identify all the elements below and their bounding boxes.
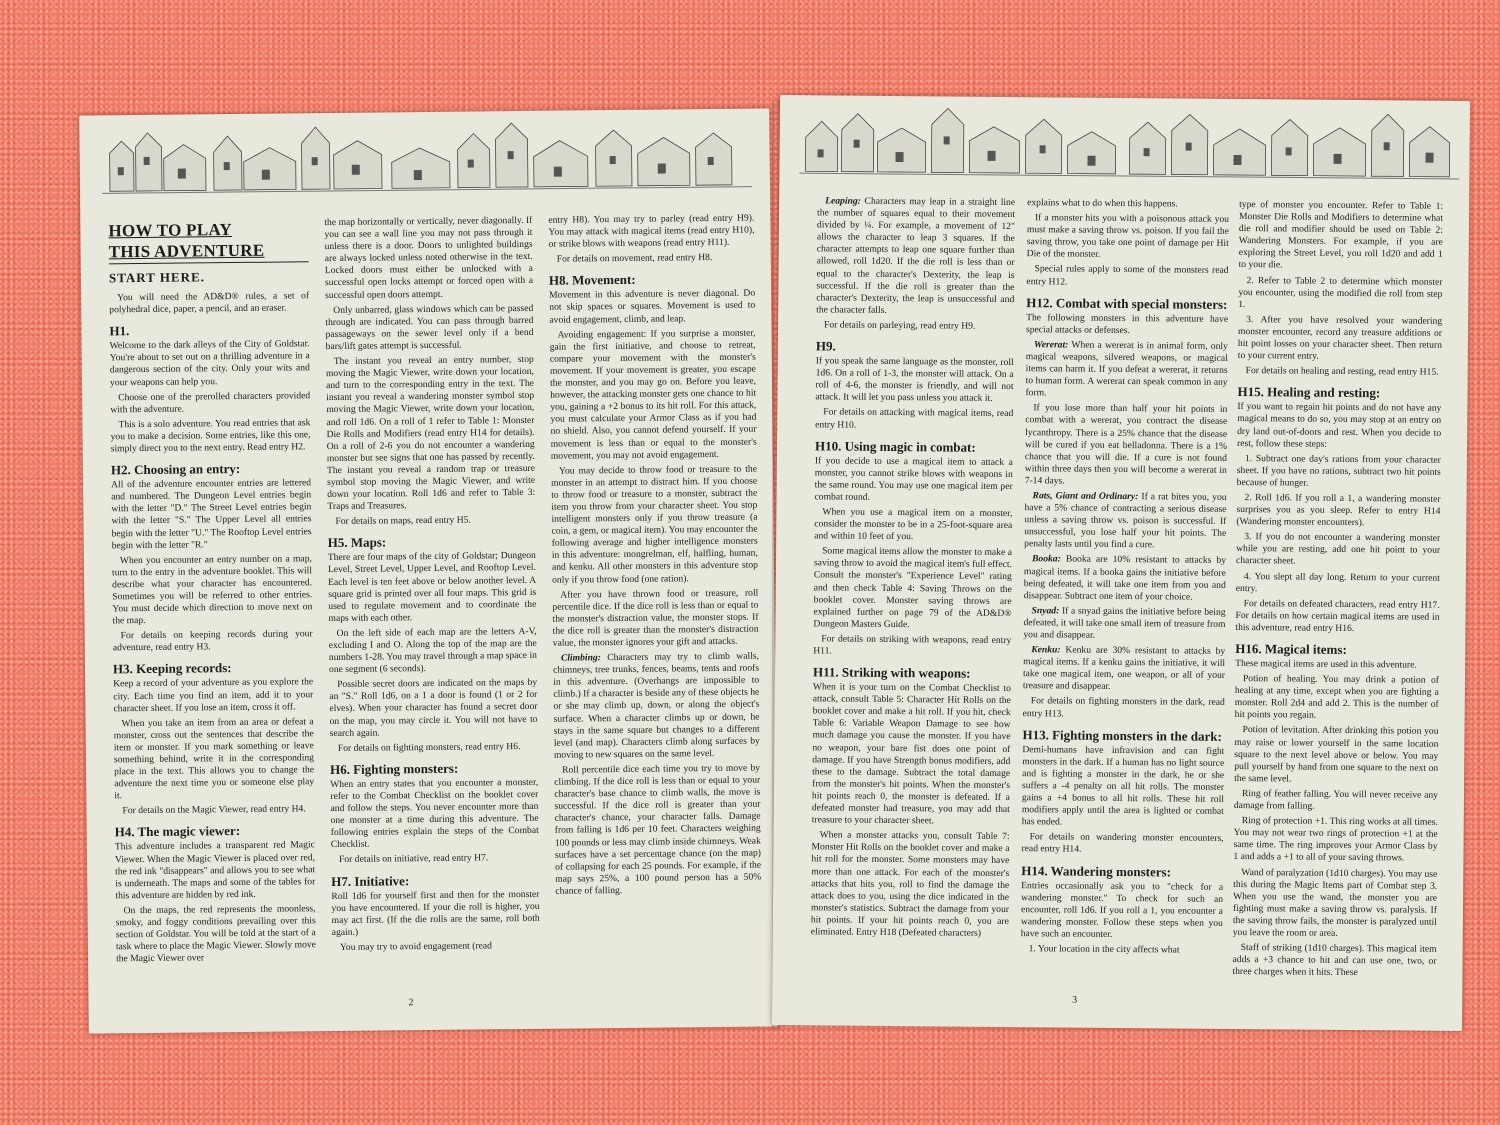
- h1-paragraph-2: Choose one of the prerolled characters provided with the adventure.: [110, 389, 311, 416]
- h15-step-2: 2. Roll 1d6. If you roll a 1, a wandering monster surprises you as you sleep. Refer to entry H14 (Wandering monster encounters).: [1236, 492, 1441, 529]
- climbing-heading: Climbing:: [560, 652, 601, 664]
- wand-paralyzation-paragraph: Wand of paralyzation (1d10 charges). You may use this during the Magic Items part of Combat step 3. When you use the wand, the monster you are fighting must make a saving throw vs. paralysis. If the saving throw fails, the monster is paralyzed until you leave the room or area.: [1232, 866, 1438, 939]
- h8-heading: H8. Movement:: [548, 272, 636, 289]
- h15-step-1: 1. Subtract one day's rations from your character sheet. If you have no rations, subtract two hit points because of hunger.: [1236, 452, 1441, 489]
- page-title-line-2: THIS ADVENTURE: [108, 240, 265, 262]
- wererat-paragraph-2: If you lose more than half your hit points in combat with a wererat, you contract the disease lycanthropy. There is a 25% chance that the disease will be cured if you eat belladonna. There is a 1% chance that you will die. If a cure is not found within three days then you will become a wererat in 7-14 days.: [1024, 402, 1228, 487]
- page-number-right: 3: [1072, 994, 1078, 1006]
- column2-paragraph-2: Only unbarred, glass windows which can be passed through are indicated. You can pass through barred passageways on the sewer level only if a bend bars/lift gates attempt is successful.: [325, 302, 534, 353]
- h15-step-3: 3. If you do not encounter a wandering monster while you are resting, add one hit point to your character sheet.: [1235, 531, 1441, 567]
- h7-paragraph-2: You may try to avoid engagement (read: [339, 940, 492, 953]
- right-column3-paragraph-2: 2. Refer to Table 2 to determine which monster you encounter, using the modified die roll from step 1.: [1238, 274, 1443, 310]
- h13-text: Demi-humans have infravision and can fight monsters in the dark. If a human has no light source and is fighting a monster in the dark, he or she suffers a -4 penalty on all hit rolls. The monster gains a +4 bonus to all hit rolls. These hit roll modifiers apply until the area is lighted or combat has ended.: [1021, 743, 1225, 828]
- kenku-text: Kenku are 30% resistant to attacks by magical items. If a kenku gains the initiative, it will take one magical item, one weapon, or all of your treasure and disappear.: [1022, 644, 1226, 693]
- h10-paragraph-3: Some magical items allow the monster to make a saving throw to avoid the magical item's full effect. Consult the monster's "Experience Level" rating and then check Table 4: Saving Throws on the booklet cover. Monster saving throws are explained further on page 79 of the AD&D® Dungeon Masters Guide.: [813, 545, 1013, 630]
- left-column-1: [108, 217, 316, 968]
- column3-paragraph-1: entry H8). You may try to parley (read entry H9). You may attack with magical items (read entry H10), or strike blows with weapons (read entry H11).: [548, 212, 755, 250]
- right-column2-paragraph-3: Special rules apply to some of the monsters read entry H12.: [1026, 263, 1229, 288]
- right-column2-paragraph-2: If a monster hits you with a poisonous attack you must make a saving throw vs. poison. If you fail the saving throw, you take one point of damage per Hit Die of the monster.: [1026, 212, 1230, 261]
- h14-heading: H14. Wandering monsters:: [1021, 862, 1172, 879]
- h8-text: Movement in this adventure is never diagonal. Do not skip spaces or squares. Movement is used to avoid engagement, climb, and leap.: [549, 287, 756, 326]
- column2-paragraph-1: the map horizontally or vertically, never diagonally. If you can see a wall line you may not pass through it unless there is a door. Doors to unlighted buildings are always locked unless noted otherwise in the text. Locked doors must either be unlocked with a successful open locks attempt or forced open with a successful open doors attempt.: [324, 214, 534, 301]
- h7-text: Roll 1d6 for yourself first and then for the monster you have encountered. If your die roll is higher, you may act first. (If the die rolls are the same, roll both again.): [331, 888, 540, 938]
- page-number-left: 2: [408, 997, 414, 1009]
- wererat-text: When a wererat is in animal form, only magical weapons, silvered weapons, or magical items can harm it. If you defeat a wererat, it returns to human form. A wererat can speak common in any form.: [1025, 339, 1228, 399]
- h5-paragraph-2: On the left side of each map are the letters A-V, excluding I and O. Along the top of the map are the numbers 1-28. You may travel through a map space in one segment (6 seconds).: [328, 625, 537, 676]
- right-column3-paragraph-1: type of monster you encounter. Refer to Table 1: Monster Die Rolls and Modifiers to determine what die roll and modifier should be used on Table 2: Wandering Monsters. For example, if you are exploring the Street Level, you roll 1d20 and add 1 to your die.: [1238, 199, 1444, 271]
- wererat-heading: Wererat:: [1033, 339, 1069, 351]
- h13-paragraph-2: For details on wandering monster encounters, read entry H14.: [1021, 831, 1224, 856]
- page-title-line-1: HOW TO PLAY: [108, 220, 233, 241]
- h9-heading: H9.: [815, 338, 836, 354]
- leaping-paragraph-2: For details on parleying, read entry H9.: [824, 319, 976, 332]
- leaping-heading: Leaping:: [825, 195, 861, 207]
- right-column3-paragraph-4: For details on healing and resting, read entry H15.: [1245, 365, 1439, 378]
- h8-paragraph-2: Avoiding engagement: If you surprise a monster, gain the first initiative, and choose to retreat, compare your movement with the monster's movement. If your movement is greater, you escape the monster, and you may go on. Before you leave, however, the attacking monster gets one chance to hit you, gaining a +2 bonus to its hit roll. For this attack, you must calculate your Armor Class as if you had no shield. Also, you cannot defend yourself. If your movement is less than or equal to the monster's movement, you may not avoid engagement.: [549, 327, 757, 462]
- h14-paragraph-2: 1. Your location in the city affects what: [1028, 943, 1180, 956]
- booka-heading: Booka:: [1031, 553, 1061, 565]
- h5-paragraph-3: Possible secret doors are indicated on the maps by an "S." Roll 1d6, on a 1 a door is found (1 or 2 for elves). When your character has found a secret door on the map, you may circle it. You will not have to search again.: [329, 677, 538, 739]
- h1-text: Welcome to the dark alleys of the City of Goldstar. You're about to set out on a thrilling adventure in a dangerous section of the city. Only your wits and your weapons can help you.: [109, 338, 310, 388]
- h14-text: Entries occasionally ask you to "check for a wandering monster." To check for such an encounter, roll 1d6. If you roll a 1, you encounter a wandering monster. Follow these steps when you have such an encounter.: [1020, 879, 1224, 940]
- h3-paragraph-3: For details on the Magic Viewer, read entry H4.: [122, 803, 306, 817]
- h6-text: When an entry states that you encounter a monster, refer to the Combat Checklist on the booklet cover and follow the steps. You never encounter more than one monster at a time during this adventure. The following entries explain the steps of the Combat Checklist.: [330, 776, 539, 851]
- h6-heading: H6. Fighting monsters:: [329, 760, 459, 777]
- h8-paragraph-3: You may decide to throw food or treasure to the monster in an attempt to distract him. If you choose to throw food or treasure to a monster, subtract the item you throw from your character sheet. You stop intelligent monsters only if you throw treasure (a coin, a gem, or magical item). You may encounter the following average and higher intelligence monsters in this adventure: mongrelman, elf, halfling, human, and kenku. All other monsters in this adventure stop only if you throw food (one ration).: [551, 463, 759, 586]
- h4-heading: H4. The magic viewer:: [114, 823, 241, 840]
- right-column3-paragraph-3: 3. After you have resolved your wandering monster encounter, record any treasure additions or hit point losses on your character sheet. Then return to your current entry.: [1237, 313, 1443, 362]
- h16-heading: H16. Magical items:: [1235, 641, 1347, 657]
- h10-text: If you decide to use a magical item to attack a monster, you cannot strike blows with weapons in the same round. You may use one magical item per combat round.: [814, 454, 1013, 503]
- rats-heading: Rats, Giant and Ordinary:: [1032, 490, 1139, 503]
- right-page: [772, 95, 1470, 1031]
- start-here-heading: START HERE.: [108, 269, 206, 286]
- h3-paragraph-2: When you take an item from an area or defeat a monster, cross out the sentences that describe the item or monster. If you mark something or leave something behind, write it in the corresponding place in the text. This allows you to change the adventure the next time you or someone else play it.: [113, 715, 315, 802]
- climbing-text: Characters may try to climb walls, chimneys, tree trunks, fences, beams, tents and roofs in this adventure. (Overhangs are impossible to climb.) If a character is beside any of these objects he or she may climb up, down, or along the object's surface. When a character climbs up or down, he stays in the same square but changes to a different level (and map). Characters climb along surfaces by moving to new squares on the same level.: [552, 650, 760, 761]
- h2-paragraph-2: When you encounter an entry number on a map, turn to the entry in the adventure booklet. This will describe what your character has encountered. Sometimes you will be referred to other entries. You must decide which direction to move next on the map.: [111, 552, 313, 627]
- h12-text: The following monsters in this adventure have special attacks or defenses.: [1025, 311, 1229, 336]
- h10-paragraph-2: When you use a magical item on a monster, consider the monster to be in a 25-foot-square area and within 10 feet of you.: [814, 506, 1013, 543]
- intro-paragraph: You will need the AD&D® rules, a set of polyhedral dice, paper, a pencil, and an eraser.: [109, 290, 310, 316]
- column3-paragraph-2: For details on movement, read entry H8.: [556, 252, 713, 265]
- h15-heading: H15. Healing and resting:: [1237, 384, 1381, 401]
- h5-paragraph-4: For details on fighting monsters, read entry H6.: [337, 740, 521, 754]
- right-column-3: [1232, 199, 1443, 983]
- snyad-heading: Snyad:: [1031, 605, 1060, 617]
- h10-paragraph-4: For details on striking with weapons, read entry H11.: [813, 633, 1012, 657]
- ring-protection-paragraph: Ring of protection +1. This ring works at all times. You may not wear two rings of protection +1 at the same time. The ring improves your Armor Class by 1 and adds a +1 to all of your saving throws.: [1233, 815, 1438, 864]
- potion-levitation-paragraph: Potion of levitation. After drinking this potion you may raise or lower yourself in the same location square to the next level above or below. You may pull yourself by hand from one square to the next on the same level.: [1234, 724, 1439, 785]
- h12-heading: H12. Combat with special monsters:: [1026, 294, 1228, 312]
- town-illustration-banner: [101, 117, 752, 198]
- right-column-1: [811, 195, 1016, 943]
- h4-text: This adventure includes a transparent red Magic Viewer. When the Magic Viewer is placed over red, the red ink "disappears" and allows you to see what is underneath. The maps and some of the tables for this adventure are hidden by red ink.: [114, 839, 316, 902]
- h9-text: If you speak the same language as the monster, roll 1d6. On a roll of 1-3, the monster will attack. On a roll of 4-6, the monster is friendly, and will not attack. It will let you pass unless you attack it.: [815, 355, 1014, 405]
- h15-step-4: 4. You slept all day long. Return to your current entry.: [1235, 570, 1440, 594]
- left-page: [79, 108, 779, 1033]
- h1-paragraph-3: This is a solo adventure. You read entries that ask you to make a decision. Some entries, like this one, simply direct you to the next entry. Read entry H2.: [110, 417, 311, 455]
- h3-heading: H3. Keeping records:: [112, 660, 232, 677]
- potion-healing-paragraph: Potion of healing. You may drink a potion of healing at any time, except when you are fighting a monster. Roll 2d4 and add 2. This is the number of hit points you regain.: [1234, 673, 1440, 722]
- h3-text: Keep a record of your adventure as you explore the city. Each time you find an item, add it to your character sheet. If you lose an item, cross it off.: [113, 676, 314, 714]
- column2-paragraph-4: For details on maps, read entry H5.: [335, 514, 471, 528]
- h11-heading: H11. Striking with weapons:: [812, 664, 971, 681]
- h15-text: If you want to regain hit points and do not have any magical means to do so, you may stop at an entry on dry land out-of-doors and rest. When you decide to rest, follow these steps:: [1237, 401, 1442, 450]
- h8-paragraph-4: After you have thrown food or treasure, roll percentile dice. If the dice roll is less than or equal to the monster's distraction value, the monster stops. If the dice roll is greater than the monster's distraction value, the monster ignores your gift and attacks.: [552, 587, 759, 649]
- right-column-2: [1021, 197, 1230, 960]
- h15-paragraph-6: For details on defeated characters, read entry H17. For details on how certain magical items are used in this adventure, read entry H16.: [1235, 597, 1440, 634]
- h2-heading: H2. Choosing an entry:: [110, 461, 241, 478]
- left-column-3: [548, 213, 761, 901]
- h2-paragraph-3: For details on keeping records during your adventure, read entry H3.: [112, 628, 313, 654]
- ring-feather-falling-paragraph: Ring of feather falling. You will never receive any damage from falling.: [1233, 788, 1439, 812]
- h5-heading: H5. Maps:: [327, 534, 387, 551]
- h7-heading: H7. Initiative:: [331, 872, 410, 889]
- h4-paragraph-2: On the maps, the red represents the moonless, smoky, and foggy conditions prevailing over this section of Goldstar. You will be told at the start of a task where to place the Magic Viewer. Slowly move the Magic Viewer over: [115, 903, 316, 965]
- h5-text: There are four maps of the city of Goldstar; Dungeon Level, Street Level, Upper Level, and Rooftop Level. Each level is ten feet above or below another level. A square grid is printed over all four maps. This grid is used to regulate movement and to coordinate the maps with each other.: [327, 550, 537, 624]
- town-illustration-banner-right: [799, 103, 1460, 183]
- h13-heading: H13. Fighting monsters in the dark:: [1022, 726, 1222, 744]
- left-column-2: [324, 215, 540, 957]
- h1-heading: H1.: [109, 323, 130, 339]
- snyad-text: If a snyad gains the initiative before being defeated, it will take one small item of treasure from you and disappear.: [1023, 605, 1226, 641]
- h6-paragraph-2: For details on initiative, read entry H7.: [338, 852, 489, 866]
- h11-text: When it is your turn on the Combat Checklist to attack, consult Table 5: Character Hit Rolls on the booklet cover and make a hit roll. If you hit, check Table 6: Variable Weapon Damage to see how much damage you cause the monster. If you have no weapon, your bare fist does one point of damage. If you have Strength bonus modifiers, add these to the damage. Subtract the total damage from the monster's hit points. When the monster's hit points reach 0, the monster is defeated. If a defeated monster had treasure, you may add that treasure to your character sheet.: [811, 681, 1011, 827]
- h2-text: All of the adventure encounter entries are lettered and numbered. The Dungeon Level entries begin with the letter "D." The Street Level entries begin with the letter "S." The Upper Level all entries begin with the letter "U." The Rooftop Level entries begin with the letter "R.": [111, 477, 312, 551]
- staff-striking-paragraph: Staff of striking (1d10 charges). This magical item adds a +3 chance to hit and can use one, two, or three charges when it hits. These: [1232, 942, 1437, 979]
- h10-heading: H10. Using magic in combat:: [814, 437, 976, 455]
- kenku-heading: Kenku:: [1031, 644, 1061, 656]
- leaping-text: Characters may leap in a straight line the number of squares equal to their movement divided by ¼. For example, a movement of 12" allows the character to leap 3 squares. If the character attempts to leap one square further than allowed, roll 1d20. If the die roll is less than or equal to the character's Dexterity, the leap is successful. If the die roll is greater than the character's Dexterity, the leap is unsuccessful and the character falls.: [816, 195, 1016, 316]
- climbing-paragraph-2: Roll percentile dice each time you try to move by climbing. If the dice roll is less than or equal to your character's base chance to climb walls, the move is successful. If the dice roll is greater than your character's chance, your character falls. Damage from falling is 1d6 per 10 feet. Characters weighing 100 pounds or less may climb inside chimneys. Weak surfaces have a set percentage chance (on the map) of collapsing for each 25 pounds. For example, if the map says 25%, a 100 pound person has a 50% chance of falling.: [554, 762, 762, 897]
- right-column2-paragraph-1: explains what to do when this happens.: [1027, 197, 1178, 210]
- h9-paragraph-2: For details on attacking with magical items, read entry H10.: [815, 406, 1014, 431]
- h16-text: These magical items are used in this adventure.: [1235, 658, 1417, 671]
- h11-paragraph-2: When a monster attacks you, consult Table 7: Monster Hit Rolls on the booklet cover and make a hit roll for the monster. Some monsters may have more than one attack. For each of the monster's attacks that hits you, roll to find the damage the attack does to you, using the dice indicated in the monster's statistics. Subtract the damage from your hit points. If your hit points reach 0, you are eliminated. Entry H18 (Defeated characters): [810, 829, 1010, 939]
- booka-text: Booka are 10% resistant to attacks by magical items. If a booka gains the initiative before being defeated, it will take one item from you and disappear. Subtract one item of your choice.: [1023, 553, 1227, 603]
- column2-paragraph-3: The instant you reveal an entry number, stop moving the Magic Viewer, write down your location, and turn to the corresponding entry in the text. The instant you reveal a wandering monster symbol stop moving the Magic Viewer, write down your location, and roll 1d6. On a roll of 1 refer to Table 1: Monster Die Rolls and Modifiers (read entry H14 for details). On a roll of 2-6 you do not encounter a wandering monster but see signs that one has passed by recently. The instant you reveal a random trap or treasure symbol stop moving the Magic Viewer, and write down your location. Roll 1d6 and refer to Table 3: Traps and Treasures.: [325, 353, 536, 513]
- rats-text: If a rat bites you, you have a 5% chance of contracting a serious disease unless a saving throw vs. poison is successful. If unsuccessful, you lose half your hit points. The penalty lasts until you find a cure.: [1024, 491, 1227, 551]
- title-rule: [109, 261, 309, 264]
- kenku-paragraph-2: For details on fighting monsters in the dark, read entry H13.: [1022, 695, 1225, 720]
